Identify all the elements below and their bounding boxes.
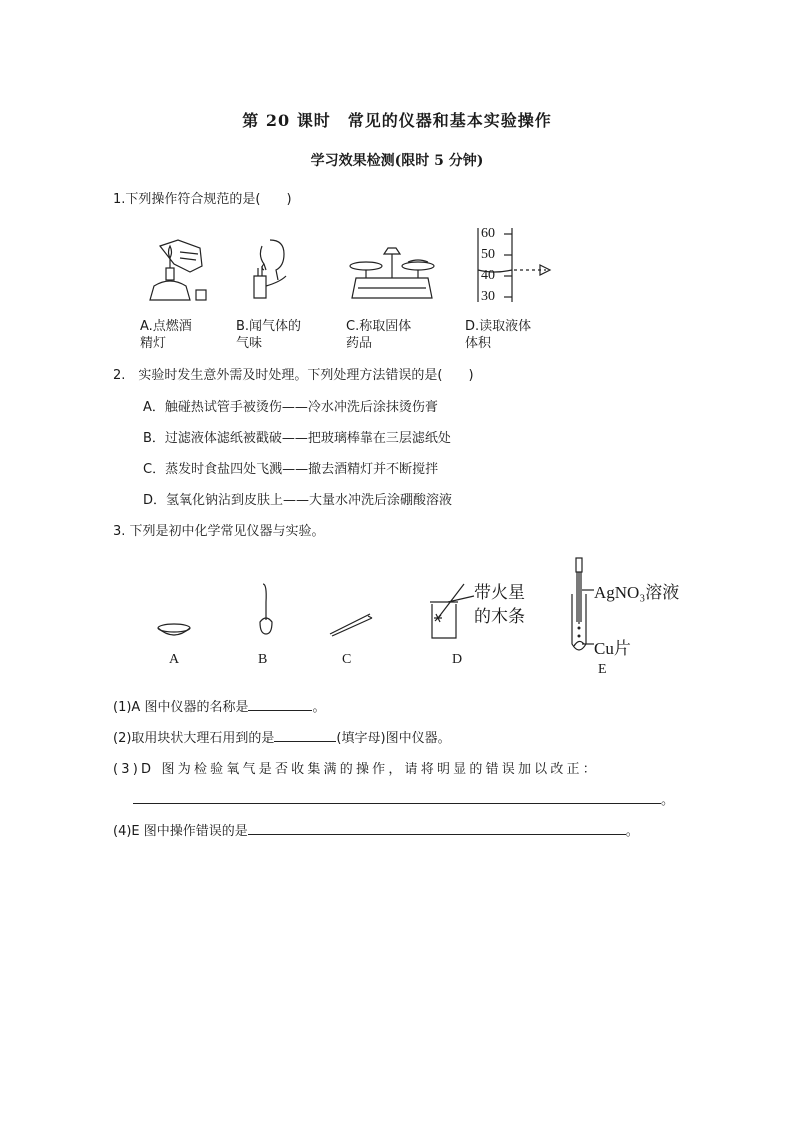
- q2-option-a: A．触碰热试管手被烫伤——冷水冲洗后涂抹烫伤膏: [143, 400, 438, 415]
- q3-sub1: (1)A 图中仪器的名称是 。: [113, 696, 325, 715]
- answer-blank-4[interactable]: [248, 821, 626, 835]
- d-splint-label-line2: 的木条: [474, 607, 525, 626]
- fig-label-a: A: [169, 652, 180, 667]
- cylinder-tick-30: 30: [481, 289, 495, 304]
- medicine-spoon-figure: [253, 582, 277, 638]
- fig-label-e: E: [598, 662, 607, 677]
- cylinder-tick-40: 40: [481, 268, 495, 283]
- q2-option-c: C．蒸发时食盐四处飞溅——撤去酒精灯并不断搅拌: [143, 462, 439, 477]
- answer-blank-2[interactable]: [274, 728, 336, 742]
- cylinder-tick-50: 50: [481, 247, 495, 262]
- e-metal-label: Cu片: [594, 639, 631, 658]
- tweezers-figure: [328, 612, 374, 638]
- e-reagent-label: AgNO₃溶液: [594, 583, 680, 602]
- q1-caption-d: D.读取液体 体积: [465, 319, 532, 351]
- fig-label-c: C: [342, 652, 352, 667]
- answer-blank-3[interactable]: [133, 790, 661, 804]
- page-subtitle: 学习效果检测(限时 5 分钟): [310, 153, 484, 169]
- cylinder-tick-60: 60: [481, 226, 495, 241]
- answer-blank-1[interactable]: [248, 697, 312, 711]
- d-callout-line: [446, 594, 476, 606]
- evaporating-dish-figure: [156, 622, 196, 642]
- q1-caption-a: A.点燃酒 精灯: [140, 319, 192, 351]
- fig-label-b: B: [258, 652, 268, 667]
- fig-label-d: D: [452, 652, 463, 667]
- q3-sub2: (2)取用块状大理石用到的是 (填字母)图中仪器。: [113, 727, 451, 746]
- d-splint-label-line1: 带火星: [474, 583, 525, 602]
- q3-stem: 3. 下列是初中化学常见仪器与实验。: [113, 524, 325, 539]
- alcohol-lamp-figure: [140, 238, 220, 308]
- q1-caption-b: B.闻气体的 气味: [236, 319, 302, 351]
- q2-option-b: B．过滤液体滤纸被戳破——把玻璃棒靠在三层滤纸处: [143, 431, 451, 446]
- page-title: 第 20 课时 常见的仪器和基本实验操作: [242, 111, 552, 130]
- q3-sub3: (3)D 图为检验氧气是否收集满的操作，请将明显的错误加以改正：: [113, 762, 599, 777]
- q1-caption-c: C.称取固体 药品: [346, 319, 412, 351]
- q1-stem: 1.下列操作符合规范的是( ): [113, 192, 292, 207]
- q3-sub3-answer: 。: [133, 789, 674, 808]
- q3-sub4: (4)E 图中操作错误的是 。: [113, 820, 639, 839]
- gas-bottle-figure: [424, 582, 474, 642]
- balance-figure: [346, 244, 438, 304]
- smelling-gas-figure: [240, 236, 300, 306]
- q2-option-d: D．氢氧化钠沾到皮肤上——大量水冲洗后涂硼酸溶液: [143, 493, 453, 508]
- q2-stem: 2. 实验时发生意外需及时处理。下列处理方法错误的是( ): [113, 368, 474, 383]
